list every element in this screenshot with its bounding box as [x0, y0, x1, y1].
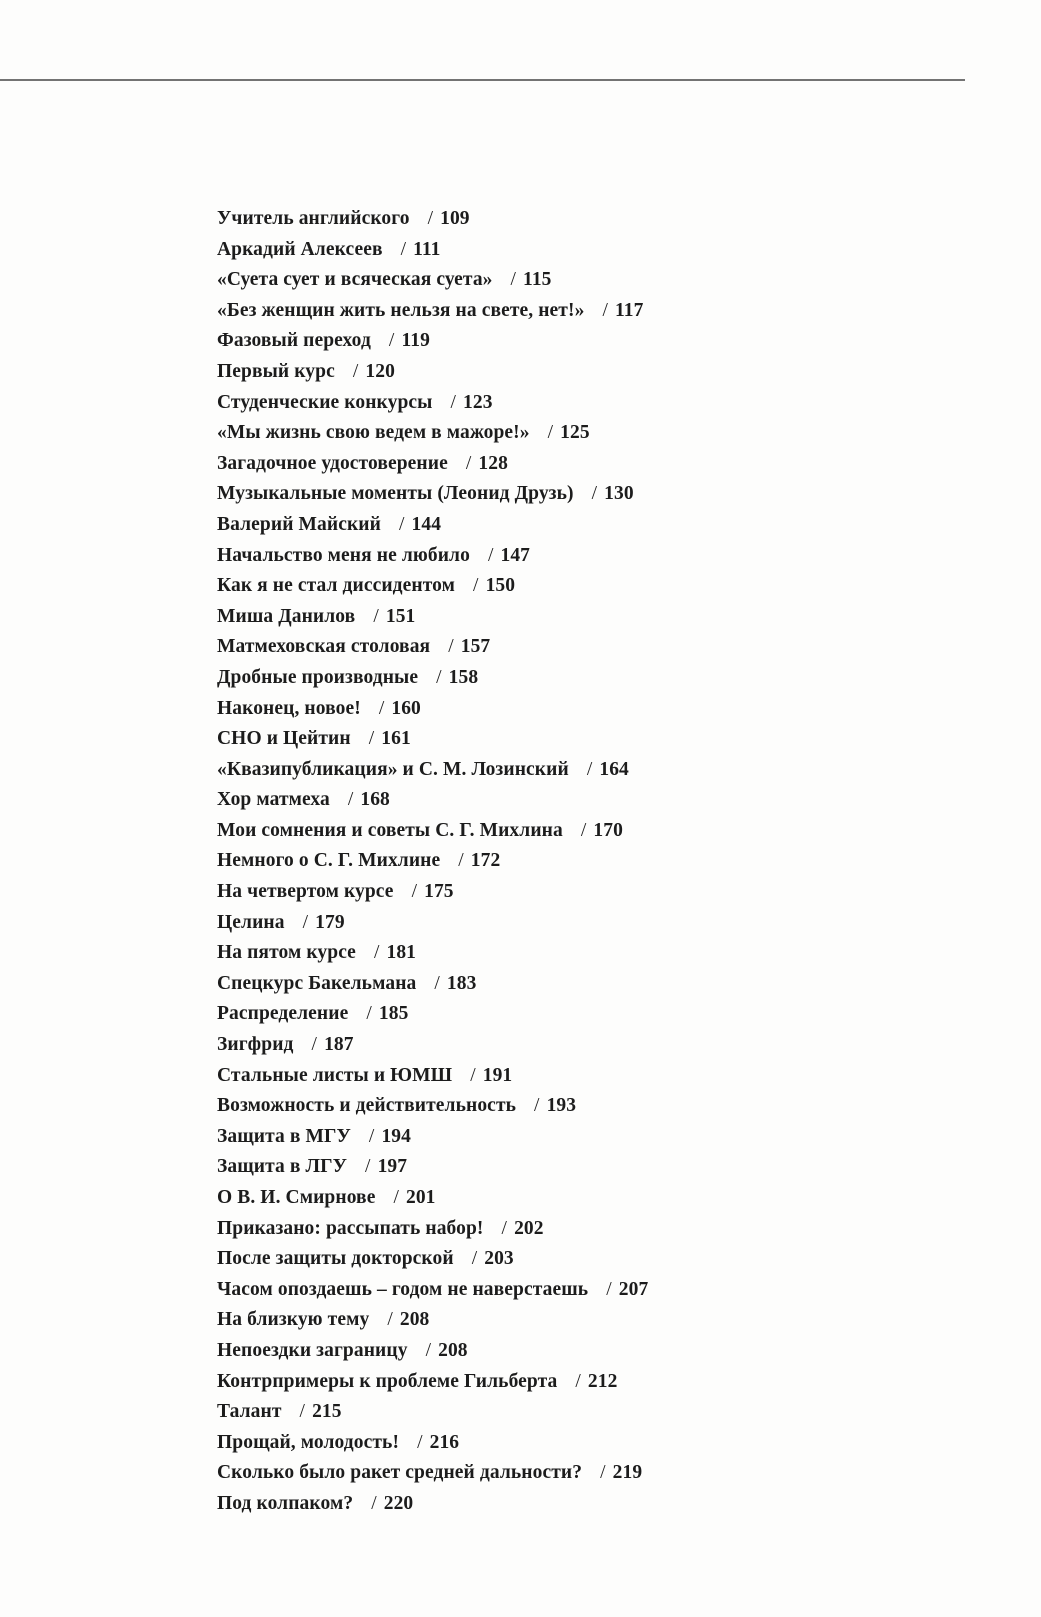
- toc-entry-page-number: 220: [383, 1492, 414, 1514]
- toc-entry-title: Дробные производные: [217, 666, 419, 688]
- toc-entry-page-number: 130: [604, 483, 634, 505]
- toc-entry: [217, 571, 648, 602]
- toc-entry-page-number: 123: [463, 391, 493, 413]
- toc-entry-page-number: 109: [440, 208, 470, 229]
- toc-separator: /: [575, 1370, 581, 1392]
- toc-entry-title: «Без женщин жить нельзя на свете, нет!»: [217, 299, 585, 321]
- toc-entry: [217, 1367, 648, 1398]
- toc-separator: /: [450, 391, 456, 413]
- toc-entry-page-number: 157: [460, 636, 491, 658]
- toc-entry: [217, 969, 648, 1000]
- toc-separator: /: [393, 1187, 399, 1208]
- toc-separator: /: [465, 452, 472, 474]
- toc-entry: [217, 388, 648, 419]
- toc-entry-page-number: 183: [446, 972, 477, 994]
- toc-entry-title: «Квазипубликация» и С. М. Лозинский: [217, 758, 569, 780]
- toc-entry: [217, 1275, 648, 1306]
- toc-entry-page-number: 203: [484, 1248, 514, 1270]
- toc-entry-title: На четвертом курсе: [217, 881, 394, 903]
- toc-entry: [217, 999, 648, 1030]
- toc-separator: /: [510, 269, 517, 291]
- toc-entry: [217, 908, 648, 939]
- toc-separator: /: [436, 666, 442, 688]
- toc-entry: [217, 1489, 648, 1520]
- toc-entry-page-number: 120: [365, 360, 395, 382]
- toc-entry-title: Распределение: [217, 1003, 349, 1025]
- toc-entry: [217, 1122, 648, 1153]
- toc-entry: [217, 877, 648, 908]
- toc-entry: [217, 541, 648, 572]
- toc-entry-title: Защита в ЛГУ: [217, 1156, 348, 1178]
- toc-entry-page-number: 164: [599, 758, 629, 780]
- toc-separator: /: [580, 819, 587, 841]
- toc-entry: [217, 816, 648, 847]
- toc-entry-page-number: 215: [312, 1401, 342, 1423]
- toc-separator: /: [427, 208, 434, 229]
- toc-entry: [217, 938, 648, 969]
- toc-entry: [217, 1336, 648, 1367]
- toc-separator: /: [600, 1462, 606, 1484]
- toc-entry: [217, 296, 648, 327]
- toc-separator: /: [302, 911, 309, 933]
- toc-entry-page-number: 111: [413, 238, 441, 260]
- toc-entry-page-number: 219: [612, 1462, 643, 1484]
- toc-entry-title: Студенческие конкурсы: [217, 391, 433, 413]
- toc-entry-page-number: 185: [378, 1003, 409, 1025]
- toc-separator: /: [387, 1309, 393, 1331]
- toc-separator: /: [602, 299, 608, 321]
- toc-entry: [217, 1244, 648, 1275]
- toc-entry-title: Стальные листы и ЮМШ: [217, 1064, 453, 1086]
- toc-separator: /: [417, 1431, 423, 1453]
- toc-entry-title: Как я не стал диссидентом: [217, 575, 456, 597]
- toc-entry-title: Защита в МГУ: [217, 1125, 351, 1147]
- toc-entry-title: Спецкурс Бакельмана: [217, 972, 417, 994]
- toc-entry: [217, 724, 648, 755]
- toc-entry-page-number: 194: [381, 1125, 412, 1147]
- toc-entry-title: Загадочное удостоверение: [217, 452, 448, 474]
- toc-entry-page-number: 144: [411, 513, 442, 535]
- toc-separator: /: [347, 789, 354, 811]
- toc-entry-title: Наконец, новое!: [217, 697, 361, 719]
- toc-separator: /: [371, 1492, 377, 1514]
- toc-entry: [217, 1214, 648, 1245]
- toc-entry: [217, 1397, 648, 1428]
- toc-separator: /: [458, 850, 464, 872]
- toc-entry-title: Прощай, молодость!: [217, 1431, 400, 1453]
- toc-separator: /: [373, 605, 379, 627]
- toc-entry-title: Приказано: рассыпать набор!: [217, 1217, 484, 1239]
- toc-entry-page-number: 158: [448, 666, 479, 688]
- toc-separator: /: [473, 575, 479, 597]
- toc-entry-page-number: 128: [478, 452, 508, 474]
- toc-separator: /: [352, 360, 359, 382]
- toc-separator: /: [547, 422, 554, 444]
- toc-entry: [217, 1428, 648, 1459]
- toc-entry-page-number: 119: [401, 330, 430, 352]
- toc-entry: [217, 204, 648, 235]
- toc-separator: /: [501, 1217, 508, 1239]
- toc-entry-title: На близкую тему: [217, 1309, 370, 1331]
- toc-separator: /: [471, 1248, 478, 1270]
- toc-entry: [217, 479, 648, 510]
- toc-entry-page-number: 170: [593, 819, 623, 841]
- toc-separator: /: [586, 758, 593, 780]
- toc-entry-title: Фазовый переход: [217, 330, 371, 352]
- toc-separator: /: [448, 636, 454, 658]
- toc-entry-title: Валерий Майский: [217, 513, 381, 535]
- toc-separator: /: [434, 972, 440, 994]
- toc-separator: /: [368, 728, 375, 750]
- toc-entry: [217, 1091, 648, 1122]
- toc-entry-title: Зигфрид: [217, 1034, 294, 1056]
- toc-separator: /: [365, 1156, 371, 1178]
- toc-entry: [217, 510, 648, 541]
- toc-entry-title: Музыкальные моменты (Леонид Друзь): [217, 483, 574, 505]
- toc-separator: /: [378, 697, 385, 719]
- toc-entry-title: Часом опоздаешь – годом не наверстаешь: [217, 1278, 589, 1300]
- toc-separator: /: [606, 1278, 612, 1300]
- toc-entry-page-number: 207: [618, 1278, 649, 1300]
- toc-entry: [217, 1183, 648, 1214]
- toc-entry-title: «Мы жизнь свою ведем в мажоре!»: [217, 422, 530, 444]
- toc-entry-page-number: 117: [614, 299, 644, 321]
- toc-entry-title: Миша Данилов: [217, 605, 356, 627]
- toc-entry-title: Хор матмеха: [217, 789, 330, 811]
- toc-entry-title: Аркадий Алексеев: [217, 238, 383, 260]
- toc-separator: /: [470, 1064, 476, 1086]
- toc-entry-page-number: 115: [523, 269, 552, 291]
- toc-entry-title: Контрпримеры к проблеме Гильберта: [217, 1370, 558, 1392]
- toc-entry-title: На пятом курсе: [217, 942, 356, 964]
- toc-entry-page-number: 161: [381, 728, 411, 750]
- toc-entry-title: Целина: [217, 911, 285, 933]
- toc-separator: /: [591, 483, 598, 505]
- toc-separator: /: [373, 942, 380, 964]
- toc-entry-title: Талант: [217, 1401, 282, 1423]
- toc-entry-title: Первый курс: [217, 360, 335, 382]
- toc-entry: [217, 235, 648, 266]
- toc-entry-page-number: 201: [405, 1187, 436, 1208]
- toc-separator: /: [398, 513, 405, 535]
- toc-entry: [217, 265, 648, 296]
- toc-entry-page-number: 208: [438, 1339, 468, 1361]
- toc-entry: [217, 1152, 648, 1183]
- toc-entry-page-number: 175: [424, 881, 454, 903]
- table-of-contents: [217, 204, 648, 1520]
- toc-entry: [217, 632, 648, 663]
- toc-entry-title: О В. И. Смирнове: [217, 1187, 376, 1208]
- toc-entry-page-number: 193: [546, 1095, 577, 1117]
- toc-entry: [217, 602, 648, 633]
- toc-entry-page-number: 197: [377, 1156, 408, 1178]
- toc-entry-page-number: 125: [560, 422, 590, 444]
- toc-entry: [217, 326, 648, 357]
- toc-entry-page-number: 151: [385, 605, 416, 627]
- toc-separator: /: [388, 330, 395, 352]
- toc-entry-title: Начальство меня не любило: [217, 544, 470, 566]
- toc-entry-page-number: 172: [470, 850, 501, 872]
- toc-entry-title: После защиты докторской: [217, 1248, 454, 1270]
- top-rule: [0, 79, 965, 81]
- toc-separator: /: [299, 1401, 306, 1423]
- toc-entry: [217, 357, 648, 388]
- toc-entry-title: Учитель английского: [217, 208, 410, 229]
- toc-entry-page-number: 160: [391, 697, 421, 719]
- toc-entry-page-number: 202: [514, 1217, 544, 1239]
- toc-entry: [217, 1458, 648, 1489]
- toc-entry-page-number: 208: [399, 1309, 430, 1331]
- toc-entry-title: «Суета сует и всяческая суета»: [217, 269, 493, 291]
- toc-separator: /: [311, 1034, 318, 1056]
- toc-entry-page-number: 147: [500, 544, 531, 566]
- toc-entry-title: Немного о С. Г. Михлине: [217, 850, 441, 872]
- toc-entry: [217, 1305, 648, 1336]
- toc-separator: /: [534, 1095, 540, 1117]
- toc-entry-page-number: 181: [386, 942, 417, 964]
- toc-entry-page-number: 150: [485, 575, 516, 597]
- toc-entry-title: Под колпаком?: [217, 1492, 354, 1514]
- toc-separator: /: [366, 1003, 372, 1025]
- toc-entry-title: СНО и Цейтин: [217, 728, 351, 750]
- toc-entry: [217, 663, 648, 694]
- toc-entry: [217, 755, 648, 786]
- toc-entry-page-number: 216: [429, 1431, 460, 1453]
- toc-entry: [217, 785, 648, 816]
- toc-entry-page-number: 212: [587, 1370, 618, 1392]
- toc-entry-title: Мои сомнения и советы С. Г. Михлина: [217, 819, 563, 841]
- toc-entry-title: Сколько было ракет средней дальности?: [217, 1462, 583, 1484]
- toc-separator: /: [400, 238, 407, 260]
- toc-entry-page-number: 168: [360, 789, 390, 811]
- toc-entry: [217, 1061, 648, 1092]
- toc-entry-page-number: 191: [482, 1064, 513, 1086]
- toc-entry-title: Матмеховская столовая: [217, 636, 431, 658]
- toc-separator: /: [487, 544, 494, 566]
- toc-separator: /: [425, 1339, 432, 1361]
- toc-separator: /: [411, 881, 418, 903]
- toc-entry: [217, 449, 648, 480]
- toc-separator: /: [368, 1125, 375, 1147]
- toc-entry-title: Возможность и действительность: [217, 1095, 517, 1117]
- toc-entry: [217, 846, 648, 877]
- toc-entry-page-number: 179: [315, 911, 345, 933]
- toc-entry: [217, 1030, 648, 1061]
- toc-entry-title: Непоездки заграницу: [217, 1339, 408, 1361]
- toc-entry-page-number: 187: [324, 1034, 354, 1056]
- toc-entry: [217, 418, 648, 449]
- toc-entry: [217, 694, 648, 725]
